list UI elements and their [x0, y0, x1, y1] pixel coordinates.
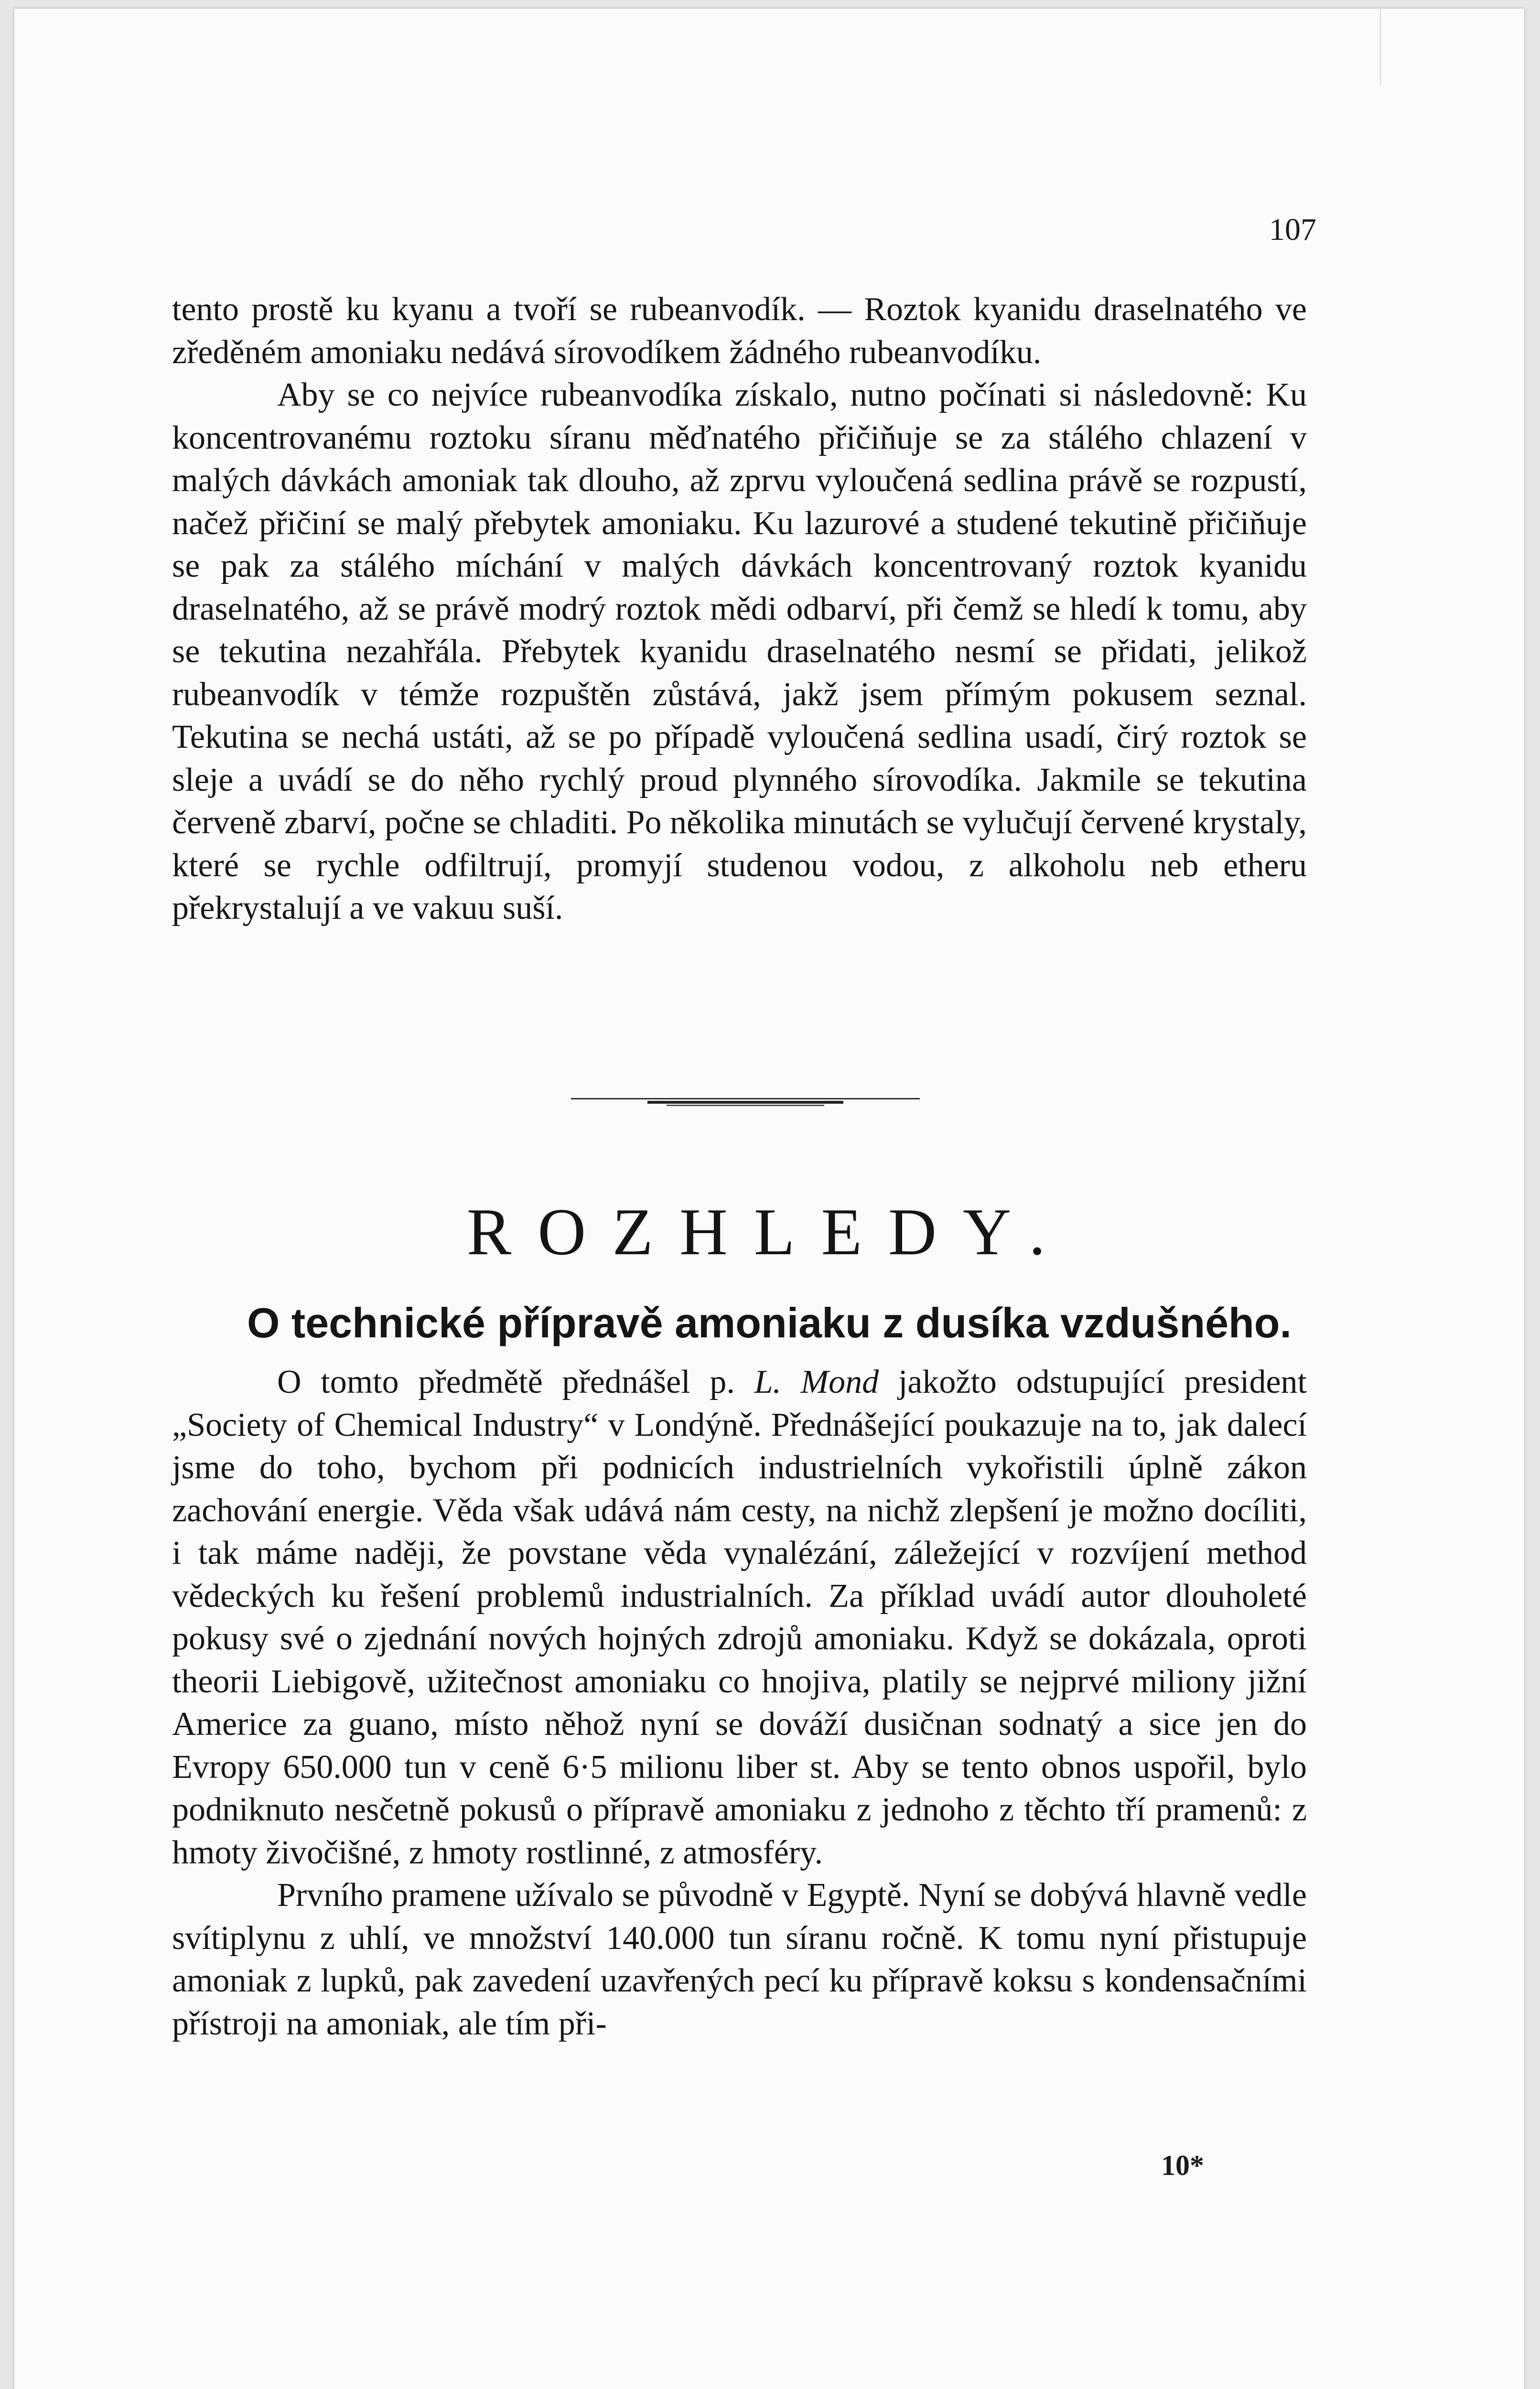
text-run: O tomto předmětě přednášel p.: [277, 1364, 754, 1400]
article-title: O technické přípravě amoniaku z dusíka vzdušného.: [247, 1299, 1292, 1346]
paragraph: Prvního pramene užívalo se původně v Egyptě. Nyní se dobývá hlavně vedle svítiplynu z uhlí, ve množství 140.000 tun síranu ročně. K tomu nyní přistupuje amoniak z lupků, pak zavedení uzavřených pecí ku přípravě koksu s kondensačními přístroji na amoniak, ale tím při-: [172, 1877, 1307, 2042]
article-body: [172, 1361, 1307, 2045]
page-number: 107: [1269, 212, 1316, 247]
section-divider: [571, 1097, 920, 1108]
document-page: [14, 9, 1524, 2389]
scan-edge: [1380, 9, 1524, 85]
author-name: L. Mond: [754, 1364, 879, 1400]
signature-mark: 10*: [1161, 2150, 1204, 2181]
continued-text: [172, 288, 1307, 930]
paragraph: [172, 1361, 1307, 1874]
section-title: ROZHLEDY.: [466, 1195, 1072, 1269]
paragraph: Aby se co nejvíce rubeanvodíka získalo, nutno počínati si následovně: Ku koncentrovanému roztoku síranu měďnatého přičiňuje se za stálého chlazení v malých dávkách amoniak tak dlouho, až zprvu vyloučená sedlina právě se rozpustí, načež přičiní se malý přebytek amoniaku. Ku lazurové a studené tekutině přičiňuje se pak za stálého míchání v malých dávkách koncentrovaný roztok kyanidu draselnatého, až se právě modrý roztok mědi odbarví, při čemž se hledí k tomu, aby se tekutina nezahřála. Přebytek kyanidu draselnatého nesmí se přidati, jelikož rubeanvodík v témže rozpuštěn zůstává, jakž jsem přímým pokusem seznal. Tekutina se nechá ustáti, až se po případě vyloučená sedlina usadí, čirý roztok se sleje a uvádí se do něho rychlý proud plynného sírovodíka. Jakmile se tekutina červeně zbarví, počne se chladiti. Po několika minutách se vylučují červené krystaly, které se rychle odfiltrují, promyjí studenou vodou, z alkoholu neb etheru překrystalují a ve vakuu suší.: [172, 377, 1307, 926]
text-run: jakožto odstupující president „Society of Chemical Industry“ v Londýně. Přednášející poukazuje na to, jak dalecí jsme do toho, bychom při podnicích industrielních vykořistili úplně zákon zachování energie. Věda však udává nám cesty, na nichž zlepšení je možno docíliti, i tak máme naději, že povstane věda vynalézání, záležející v rozvíjení method vědeckých ku řešení problemů industrialních. Za příklad uvádí autor dlouholeté pokusy své o zjednání nových hojných zdrojů amoniaku. Když se dokázala, oproti theorii Liebigově, užitečnost amoniaku co hnojiva, platily se nejprvé miliony jižní Americe za guano, místo něhož nyní se dováží dusičnan sodnatý a sice jen do Evropy 650.000 tun v ceně 6·5 milionu liber st. Aby se tento obnos uspořil, bylo podniknuto nesčetně pokusů o přípravě amoniaku z jednoho z těchto tří pramenů: z hmoty živočišné, z hmoty rostlinné, z atmosféry.: [172, 1364, 1307, 1871]
paragraph: tento prostě ku kyanu a tvoří se rubeanvodík. — Roztok kyanidu draselnatého ve zředěném amoniaku nedává sírovodíkem žádného rubeanvodíku.: [172, 291, 1307, 371]
